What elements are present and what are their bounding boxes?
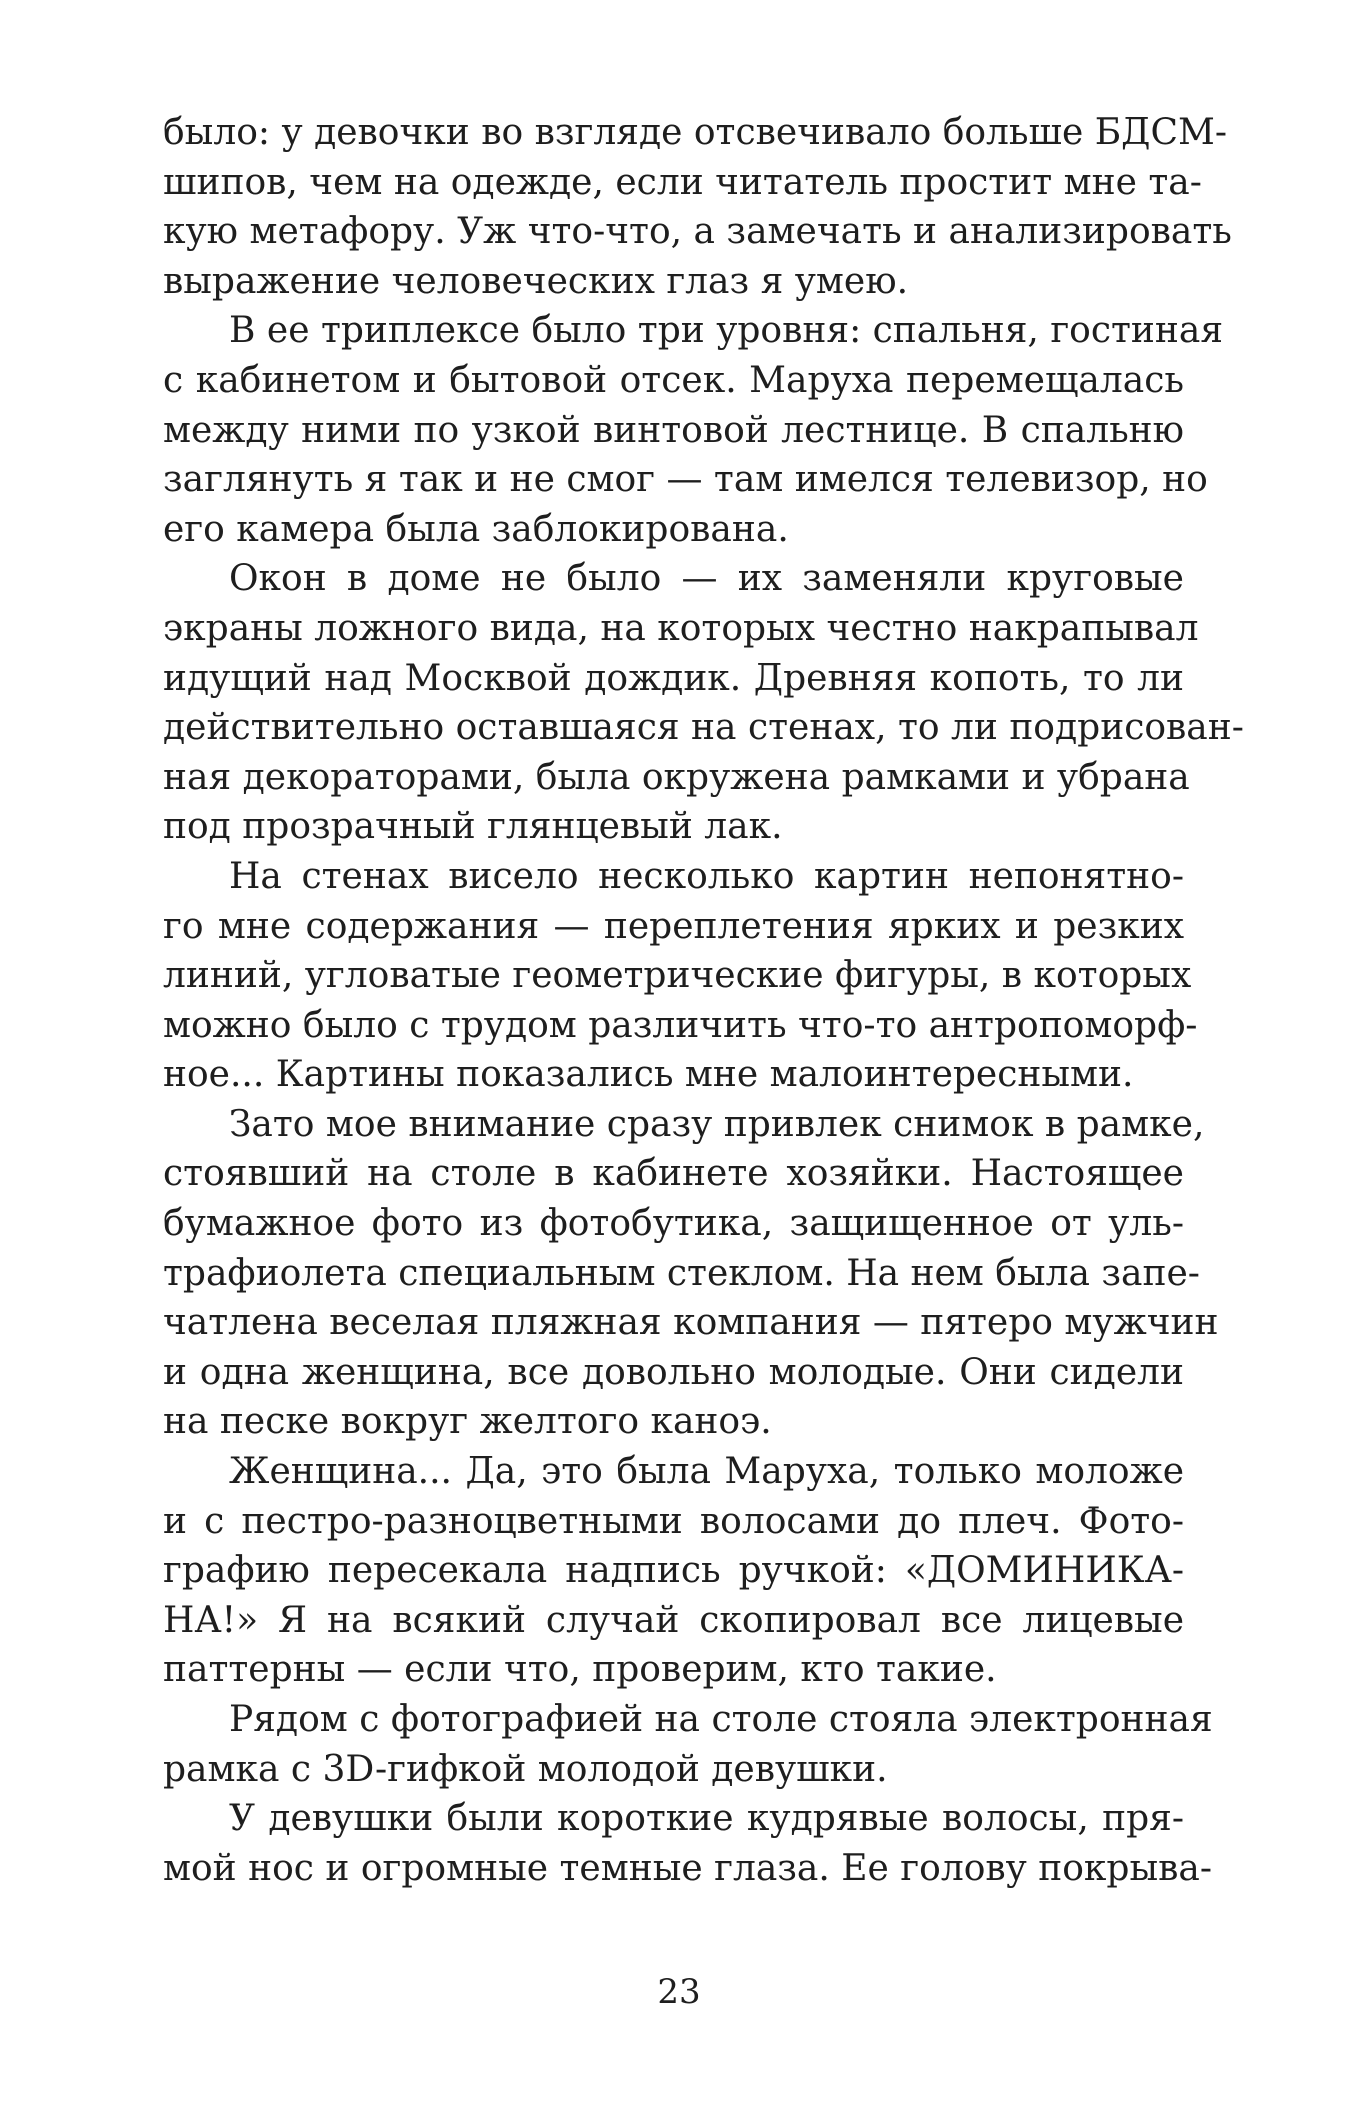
text-line: ное... Картины показались мне малоинтересными. (163, 1054, 1134, 1096)
text-line: экраны ложного вида, на которых честно накрапывал (163, 607, 1199, 649)
paragraph-1 (163, 108, 1232, 306)
paragraph-4 (163, 852, 1198, 1100)
text-line: его камера была заблокирована. (163, 508, 789, 550)
text-line: кую метафору. Уж что-что, а замечать и анализировать (163, 211, 1232, 253)
paragraph-3 (163, 554, 1244, 852)
paragraph-7 (163, 1695, 1213, 1794)
text-line: стоявший на столе в кабинете хозяйки. Настоящее (163, 1153, 1184, 1195)
text-line: шипов, чем на одежде, если читатель простит мне та- (163, 161, 1202, 203)
text-line: на песке вокруг желтого каноэ. (163, 1401, 772, 1443)
text-line: Женщина... Да, это была Маруха, только моложе (229, 1451, 1184, 1493)
text-line: было: у девочки во взгляде отсвечивало больше БДСМ- (163, 112, 1228, 153)
text-line: Рядом с фотографией на столе стояла электронная (229, 1699, 1213, 1740)
text-line: Окон в доме не было — их заменяли круговые (229, 558, 1184, 600)
text-line: можно было с трудом различить что-то антропоморф- (163, 1004, 1198, 1046)
text-line: Зато мое внимание сразу привлек снимок в рамке, (229, 1103, 1205, 1145)
body-text (163, 108, 1244, 1893)
text-line: с кабинетом и бытовой отсек. Маруха перемещалась (163, 359, 1184, 401)
text-line: под прозрачный глянцевый лак. (163, 806, 783, 848)
paragraph-6 (163, 1447, 1184, 1695)
text-line: трафиолета специальным стеклом. На нем была запе- (163, 1252, 1200, 1294)
text-line: заглянуть я так и не смог — там имелся телевизор, но (163, 459, 1208, 501)
text-line: и с пестро-разноцветными волосами до плеч. Фото- (163, 1500, 1184, 1542)
text-line: бумажное фото из фотобутика, защищенное от уль- (163, 1203, 1184, 1245)
text-line: между ними по узкой винтовой лестнице. В спальню (163, 409, 1184, 451)
paragraph-2 (163, 306, 1224, 554)
text-line: В ее триплексе было три уровня: спальня, гостиная (229, 310, 1224, 352)
text-line: паттерны — если что, проверим, кто такие. (163, 1649, 997, 1691)
text-line: выражение человеческих глаз я умею. (163, 260, 909, 302)
text-line: го мне содержания — переплетения ярких и резких (163, 905, 1184, 947)
text-line: У девушки были короткие кудрявые волосы, пря- (229, 1798, 1184, 1840)
paragraph-8 (163, 1794, 1213, 1893)
text-line: линий, угловатые геометрические фигуры, в которых (163, 955, 1192, 997)
text-line: и одна женщина, все довольно молодые. Они сидели (163, 1351, 1184, 1393)
paragraph-5 (163, 1100, 1219, 1447)
text-line: действительно оставшаяся на стенах, то ли подрисован- (163, 707, 1244, 749)
text-line: идущий над Москвой дождик. Древняя копоть, то ли (163, 657, 1184, 699)
text-line: графию пересекала надпись ручкой: «ДОМИНИКА- (163, 1550, 1184, 1592)
text-line: НА!» Я на всякий случай скопировал все лицевые (163, 1599, 1184, 1641)
text-line: рамка с 3D-гифкой молодой девушки. (163, 1748, 888, 1790)
text-line: чатлена веселая пляжная компания — пятеро мужчин (163, 1302, 1219, 1344)
page-number: 23 (657, 1972, 701, 2012)
text-line: ная декораторами, была окружена рамками и убрана (163, 756, 1190, 798)
text-line: На стенах висело несколько картин непонятно- (229, 855, 1184, 897)
text-line: мой нос и огромные темные глаза. Ее голову покрыва- (163, 1847, 1213, 1889)
